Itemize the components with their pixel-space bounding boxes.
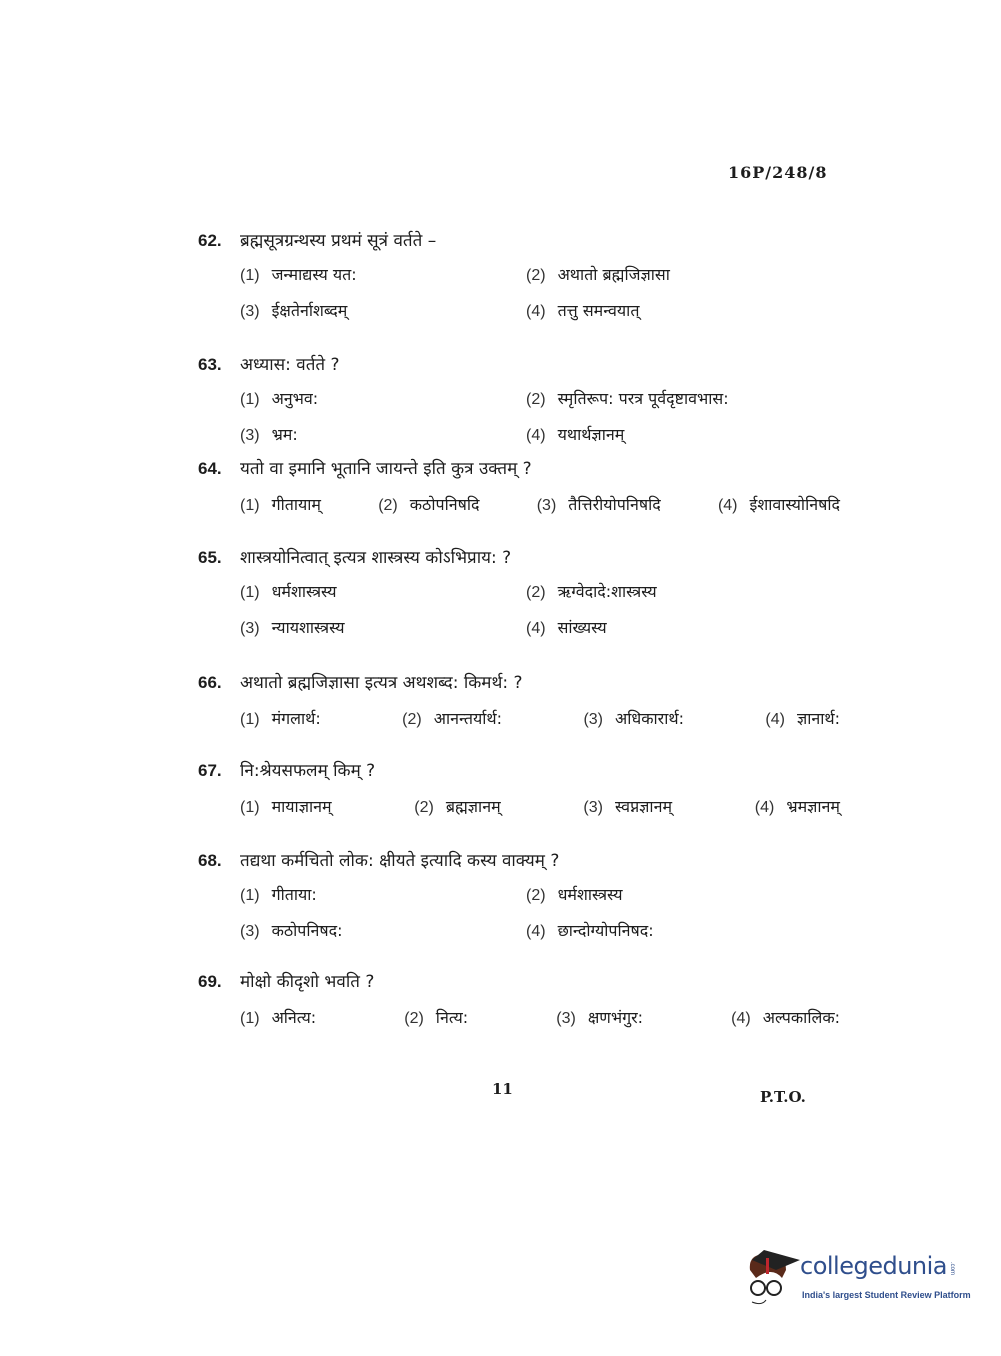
- question-number: 62.: [198, 231, 222, 250]
- option-text: मायाज्ञानम्: [271, 797, 332, 816]
- option-number: (4): [526, 923, 546, 940]
- option-text: ब्रह्मज्ञानम्: [445, 797, 501, 816]
- option-2: [378, 493, 479, 515]
- option-text: तैत्तिरीयोपनिषदि: [568, 495, 661, 514]
- option-number: (1): [240, 711, 260, 728]
- option-number: (3): [240, 923, 260, 940]
- option-text: मंगलार्थ:: [271, 709, 321, 728]
- option-text: न्यायशास्त्रस्य: [271, 618, 345, 637]
- brand-tagline: India's largest Student Review Platform: [802, 1290, 971, 1300]
- option-text: स्वप्नज्ञानम्: [614, 797, 673, 816]
- option-number: (3): [583, 711, 604, 728]
- question-number: 64.: [198, 459, 222, 478]
- question-64: [198, 456, 858, 515]
- options: [240, 493, 840, 515]
- option-text: कठोपनिषद:: [271, 921, 343, 940]
- option-number: (1): [240, 799, 260, 816]
- option-text: ईक्षतेर्नाशब्दम्: [271, 301, 348, 320]
- question-67: [198, 758, 858, 817]
- question-69: [198, 969, 858, 1028]
- brand-row: [800, 1252, 955, 1280]
- option-number: (3): [240, 427, 260, 444]
- option-text: क्षणभंगुर:: [587, 1008, 644, 1027]
- option-3: [240, 299, 347, 321]
- question-68: [198, 848, 858, 940]
- option-number: (1): [240, 497, 260, 514]
- option-number: (2): [526, 267, 546, 284]
- question-number: 68.: [198, 851, 222, 870]
- option-number: (3): [240, 620, 260, 637]
- option-number: (4): [717, 497, 738, 514]
- question-line: [198, 758, 858, 781]
- option-text: अथातो ब्रह्मजिज्ञासा: [557, 265, 670, 284]
- option-1: [240, 387, 318, 409]
- option-number: (1): [240, 887, 260, 904]
- option-3: [583, 707, 684, 729]
- option-4: [526, 919, 654, 941]
- page-number: 11: [492, 1080, 513, 1098]
- option-number: (4): [526, 620, 546, 637]
- option-4: [731, 1006, 840, 1028]
- option-number: (1): [240, 1010, 260, 1027]
- option-number: (3): [583, 799, 603, 816]
- option-text: तत्तु समन्वयात्: [557, 301, 640, 320]
- question-text: अथातो ब्रह्मजिज्ञासा इत्यत्र अथशब्द: किमर्थ: ?: [240, 673, 523, 693]
- question-line: [198, 228, 858, 251]
- option-1: [240, 493, 321, 515]
- question-65: [198, 545, 858, 637]
- option-number: (2): [402, 711, 422, 728]
- option-1: [240, 707, 321, 729]
- option-number: (3): [536, 497, 557, 514]
- options: [240, 707, 840, 729]
- question-text: यतो वा इमानि भूतानि जायन्ते इति कुत्र उक्तम् ?: [240, 459, 532, 479]
- option-4: [765, 707, 840, 729]
- option-2: [526, 883, 623, 905]
- option-1: [240, 580, 337, 602]
- option-3: [537, 493, 661, 515]
- question-line: [198, 545, 858, 568]
- question-line: [198, 969, 858, 992]
- question-text: मोक्षो कीदृशो भवति ?: [240, 972, 375, 992]
- option-3: [240, 616, 345, 638]
- question-text: तद्यथा कर्मचितो लोक: क्षीयते इत्यादि कस्य वाक्यम् ?: [240, 851, 560, 871]
- option-number: (1): [240, 391, 260, 408]
- option-1: [240, 1006, 316, 1028]
- option-4: [526, 299, 639, 321]
- option-text: अनित्य:: [271, 1008, 317, 1027]
- question-63: [198, 352, 858, 444]
- option-text: अनुभव:: [271, 389, 319, 408]
- option-number: (2): [526, 391, 546, 408]
- option-number: (2): [526, 887, 546, 904]
- options: [240, 795, 840, 817]
- option-2: [526, 580, 657, 602]
- option-1: [240, 883, 317, 905]
- brand-suffix: .com: [949, 1262, 956, 1276]
- option-text: भ्रम:: [271, 425, 298, 444]
- option-number: (1): [240, 584, 260, 601]
- question-text: नि:श्रेयसफलम् किम् ?: [240, 761, 376, 781]
- option-text: अधिकारार्थ:: [615, 709, 684, 728]
- option-3: [240, 423, 298, 445]
- option-text: धर्मशास्त्रस्य: [271, 582, 337, 601]
- question-text: अध्यास: वर्तते ?: [240, 355, 340, 375]
- option-3: [240, 919, 343, 941]
- option-4: [755, 795, 840, 817]
- question-number: 67.: [198, 761, 222, 780]
- option-text: भ्रमज्ञानम्: [786, 797, 840, 816]
- paper-code: 16P/248/8: [728, 163, 828, 182]
- question-line: [198, 456, 858, 479]
- option-text: यथार्थज्ञानम्: [557, 425, 625, 444]
- question-line: [198, 670, 858, 693]
- option-2: [526, 263, 670, 285]
- option-text: गीतायाम्: [271, 495, 321, 514]
- mascot-icon: [742, 1248, 800, 1310]
- option-number: (4): [526, 427, 546, 444]
- question-number: 63.: [198, 355, 222, 374]
- option-number: (4): [754, 799, 775, 816]
- question-line: [198, 848, 858, 871]
- option-number: (1): [240, 267, 260, 284]
- option-text: सांख्यस्य: [557, 618, 607, 637]
- option-number: (3): [240, 303, 260, 320]
- option-1: [240, 263, 357, 285]
- option-text: जन्माद्यस्य यत:: [271, 265, 357, 284]
- brand-name: collegedunia: [800, 1252, 948, 1280]
- option-text: ज्ञानार्थ:: [796, 709, 840, 728]
- question-66: [198, 670, 858, 729]
- options: [240, 1006, 840, 1028]
- pto-label: P.T.O.: [760, 1088, 806, 1106]
- question-62: [198, 228, 858, 320]
- question-number: 65.: [198, 548, 222, 567]
- option-4: [526, 423, 624, 445]
- option-text: गीताया:: [271, 885, 317, 904]
- option-2: [526, 387, 729, 409]
- option-text: धर्मशास्त्रस्य: [557, 885, 623, 904]
- question-line: [198, 352, 858, 375]
- option-text: स्मृतिरूप: परत्र पूर्वदृष्टावभास:: [557, 389, 729, 408]
- option-text: कठोपनिषदि: [409, 495, 480, 514]
- question-text: ब्रह्मसूत्रग्रन्थस्य प्रथमं सूत्रं वर्तते –: [240, 231, 437, 251]
- question-number: 69.: [198, 972, 222, 991]
- question-text: शास्त्रयोनित्वात् इत्यत्र शास्त्रस्य कोऽभिप्राय: ?: [240, 548, 512, 568]
- option-3: [556, 1006, 643, 1028]
- option-number: (4): [765, 711, 785, 728]
- option-2: [414, 795, 500, 817]
- collegedunia-logo: [742, 1248, 992, 1310]
- option-text: ऋग्वेदादे:शास्त्रस्य: [557, 582, 657, 601]
- option-2: [402, 707, 502, 729]
- option-text: अल्पकालिक:: [762, 1008, 840, 1027]
- option-text: आनन्तर्यार्थ:: [433, 709, 503, 728]
- option-number: (2): [378, 497, 398, 514]
- option-1: [240, 795, 332, 817]
- option-number: (2): [526, 584, 546, 601]
- option-text: नित्य:: [435, 1008, 469, 1027]
- option-number: (4): [731, 1010, 751, 1027]
- option-2: [404, 1006, 468, 1028]
- option-number: (3): [556, 1010, 576, 1027]
- option-text: ईशावास्योनिषदि: [749, 495, 840, 514]
- option-number: (2): [404, 1010, 424, 1027]
- option-3: [583, 795, 672, 817]
- option-4: [718, 493, 840, 515]
- question-number: 66.: [198, 673, 222, 692]
- option-number: (2): [414, 799, 434, 816]
- option-number: (4): [526, 303, 546, 320]
- option-4: [526, 616, 607, 638]
- option-text: छान्दोग्योपनिषद:: [557, 921, 654, 940]
